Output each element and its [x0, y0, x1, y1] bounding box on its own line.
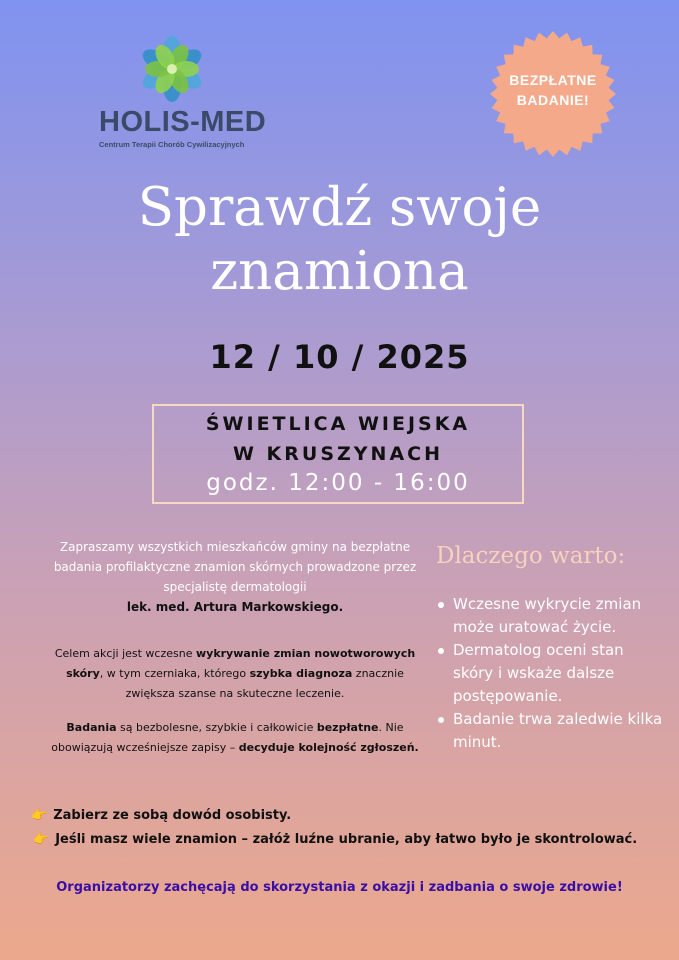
- goal-text-1: Celem akcji jest wczesne: [54, 647, 196, 660]
- pointing-hand-icon: 👉: [31, 808, 48, 823]
- list-item: Wczesne wykrycie zmian może uratować życie.: [436, 593, 666, 639]
- pointing-hand-icon: 👉: [33, 832, 50, 847]
- goal-bold-2: szybka diagnoza: [249, 667, 353, 680]
- info-text-1: są bezbolesne, szybkie i całkowicie: [116, 721, 317, 734]
- goal-paragraph: [40, 644, 430, 704]
- list-item: Badanie trwa zaledwie kilka minut.: [436, 708, 666, 754]
- intro-text: Zapraszamy wszystkich mieszkańców gminy na bezpłatne badania profilaktyczne znamion skórnych prowadzone przez specjalistę dermatologii: [53, 540, 417, 594]
- doctor-name: lek. med. Artura Markowskiego.: [126, 600, 344, 614]
- badge-line-2: BADANIE!: [516, 92, 590, 108]
- lotus-flower-icon: [139, 36, 205, 102]
- logo-subtitle: Centrum Terapii Chorób Cywilizacyjnych: [99, 140, 245, 149]
- page-title: [0, 176, 679, 304]
- tip-id-card: [31, 808, 291, 823]
- tip-clothing: [33, 832, 637, 847]
- tip-text: Jeśli masz wiele znamion – załóż luźne ubranie, aby łatwo było je skontrolować.: [55, 832, 638, 847]
- tip-text: Zabierz ze sobą dowód osobisty.: [53, 808, 292, 823]
- info-text-2: . Nie obowiązują wcześniejsze zapisy –: [51, 721, 404, 754]
- event-hours: godz. 12:00 - 16:00: [206, 470, 470, 496]
- title-line-1: Sprawdź swoje: [137, 177, 542, 238]
- title-line-2: znamiona: [210, 241, 469, 302]
- organizers-note: Organizatorzy zachęcają do skorzystania z okazji i zadbania o swoje zdrowie!: [56, 880, 623, 895]
- info-paragraph: [40, 718, 430, 758]
- logo-name: HOLIS-MED: [99, 106, 267, 138]
- badge-line-1: BEZPŁATNE: [509, 72, 597, 88]
- list-item: Dermatolog oceni stan skóry i wskaże dalsze postępowanie.: [436, 639, 666, 708]
- info-bold-1: Badania: [66, 721, 117, 734]
- info-bold-2: bezpłatne: [316, 721, 379, 734]
- venue-line-1: ŚWIETLICA WIEJSKA: [205, 413, 471, 435]
- goal-text-2: , w tym czerniaka, którego: [99, 667, 250, 680]
- why-list: [436, 593, 666, 754]
- venue-line-2: W KRUSZYNACH: [232, 443, 444, 465]
- info-bold-3: decyduje kolejność zgłoszeń.: [238, 741, 419, 754]
- free-exam-badge: [485, 70, 621, 110]
- goal-text-3: znacznie zwiększa szanse na skuteczne leczenie.: [125, 667, 404, 700]
- goal-bold-1: wykrywanie zmian nowotworowych skóry: [66, 647, 416, 680]
- intro-paragraph: [40, 537, 430, 617]
- event-date: 12 / 10 / 2025: [209, 338, 470, 376]
- why-heading: Dlaczego warto:: [436, 543, 626, 569]
